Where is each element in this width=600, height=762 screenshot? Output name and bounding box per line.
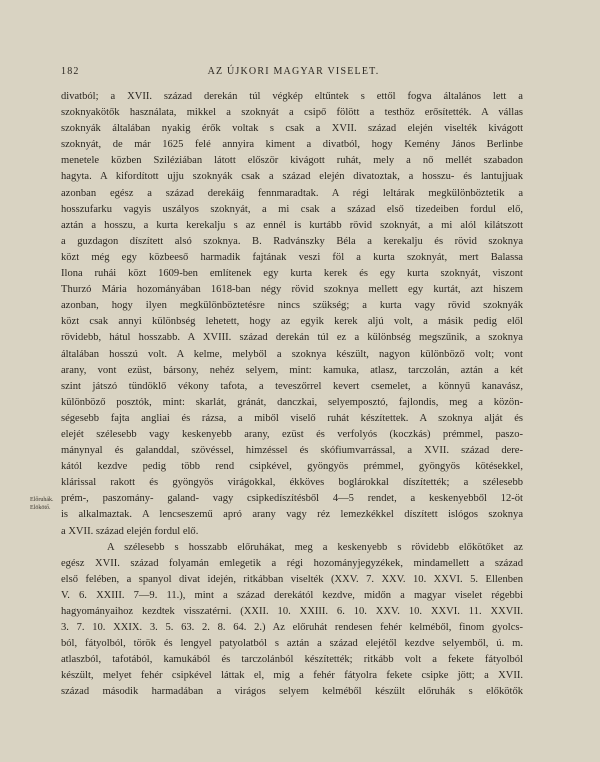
text-line: század második harmadában a virágos selyem kelméből készült előruhák s előkötők	[61, 686, 523, 698]
text-line: arany, vont ezüst, bársony, nehéz selyem, mint: kamuka, atlasz, tarczolán, aztán a két	[61, 364, 523, 376]
page-number: 182	[61, 66, 80, 77]
text-line: szoknyák általában nyakig érők voltak s csak a XVII. század elején viselték kivágott	[61, 123, 523, 135]
text-line: kától kezdve pedig több rend csipkével, gyöngyös prémmel, gyöngyös kötésekkel,	[61, 461, 523, 473]
text-line: szoknyakötők használata, mikkel a szoknyát a csipő fölött a testhöz erősítették. A vállas	[61, 107, 523, 119]
text-line: atlaszból, tafotából, kamukából és tarczolánból készítették; ritkább volt a fekete fátyolból	[61, 654, 523, 666]
text-line: V. 6. XXIII. 7—9. 11.), mint a század derekától kezdve, midőn a magyar viselet régebbi	[61, 589, 523, 601]
text-line: klárissal rakott és gyöngyös virágokkal, ékköves boglárokkal díszítették; a szélesebb	[61, 477, 523, 489]
text-line: ból, fátyolból, török és lengyel patyolatból s aztán a század elejétől kezdve selyemből, ú. m.	[61, 638, 523, 650]
margin-note-line: Elökötő.	[30, 505, 51, 511]
text-line: közt még egy közbeeső harmadik fajtának veszi föl a kurta szoknyát, mert Balassa	[61, 251, 523, 263]
text-line: különböző posztók, mint: skarlát, gránát, danczkai, selyemposztó, fajlondis, meg a közön-	[61, 396, 523, 408]
text-line: aztán a hosszu, a kurta kerekalju s az ennél is kurtább rövid szoknyát, a mi alól kilátszott	[61, 219, 523, 231]
text-line: ségesebb fajta angliai és rázsa, a miből viselő ruhát készítettek. A szoknya alját és	[61, 412, 523, 424]
text-line: közt csak annyi különbség lehetett, hogy az egyik kerek aljú volt, a másik pedig elől	[61, 316, 523, 328]
text-line: prém-, paszomány- galand- vagy csipkedíszítésből 4—5 rendet, a keskenyebből 12-öt	[61, 493, 523, 505]
text-line: divatból; a XVII. század derekán túl végkép eltűntek s ettől fogva általános lett a	[61, 91, 523, 102]
text-line: szint játszó tündöklő vékony tafota, a teveszőrrel kevert csemelet, a könnyű kanavász,	[61, 380, 523, 392]
text-line: mánynyal és galanddal, szövéssel, himzéssel és skófiumvarrással, a XVII. század dere-	[61, 445, 523, 457]
text-line: hagyta. A kifordított ujju szoknyák csak a század elején divatoztak, a hosszu- és lantujjuak	[61, 171, 523, 183]
text-line: 3. 7. 10. XXIX. 3. 5. 63. 2. 8. 64. 2.) Az előruhát rendesen fehér kelméből, finom gyolcs-	[61, 622, 523, 634]
text-line: is alkalmaztak. A lencseszemű apró arany vagy réz lemezkékkel díszített islógos szoknya	[61, 509, 523, 521]
text-line: menetele közben Sziléziában látott először kivágott ruhát, mely a nő mellét szabadon	[61, 155, 523, 167]
text-line: a guzdagon díszített alsó szoknya. B. Radvánszky Béla a kerekalju és rövid szoknya	[61, 235, 523, 247]
text-line: hagyományaihoz kezdtek visszatérni. (XXII. 10. XXIII. 6. 10. XXV. 10. XXVI. 11. XXVII.	[61, 606, 523, 617]
text-line: általában hosszú volt. A kelme, melyből a szoknya készült, nagyon különböző volt; vont	[61, 348, 523, 360]
margin-note	[30, 496, 60, 512]
text-line: elejét szélesebb vagy keskenyebb arany, ezüst és verfolyós (koczkás) prémmel, paszo-	[61, 428, 523, 440]
page-header	[61, 66, 526, 82]
body-text	[61, 89, 523, 701]
running-title: AZ ÚJKORI MAGYAR VISELET.	[207, 66, 380, 77]
text-line: első felében, a spanyol divat idején, ritkábban viselték (XXV. 7. XXV. 10. XXVI. 5. Ellenben	[61, 573, 523, 585]
text-line: rövidebb, hátul hosszabb. A XVIII. század derekán túl ez a különbség megszűnik, a szoknya	[61, 332, 523, 344]
text-line: készült, melyet fehér csipkével láttak el, mig a fehér fátyolra fekete csipke jött; a XVII.	[61, 670, 523, 682]
margin-note-line: Előruhák.	[30, 497, 54, 503]
text-line: azonban, hogy ilyen megkülönböztetésre nincs szükség; a kurta vagy rövid szoknyák	[61, 300, 523, 312]
text-line: hosszufarku vagyis uszályos szoknyát, a mi csak a század első tizedeiben fordul elő,	[61, 203, 523, 215]
text-line: a XVII. század elején fordul elő.	[61, 525, 199, 537]
text-line: Ilona ruhái közt 1609-ben említenek egy kurta kerek és egy kurta szoknyát, viszont	[61, 268, 523, 280]
text-line: egész XVII. század folyamán emlegetik a régi hozományjegyzékek, mindamellett a század	[61, 557, 523, 569]
text-line: Thurzó Mária hozományában 1618-ban négy rövid szoknya mellett egy kurtát, azt hiszem	[61, 284, 523, 296]
text-line: A szélesebb s hosszabb előruhákat, meg a keskenyebb s rövidebb előkötőket az	[107, 541, 523, 553]
text-line: azonban egész a század derekáig fennmaradtak. A régi leltárak megkülönböztetik a	[61, 187, 523, 199]
text-line: szoknyát, de már 1625 felé annyira kiment a divatból, hogy Kemény János Berlinbe	[61, 139, 523, 151]
